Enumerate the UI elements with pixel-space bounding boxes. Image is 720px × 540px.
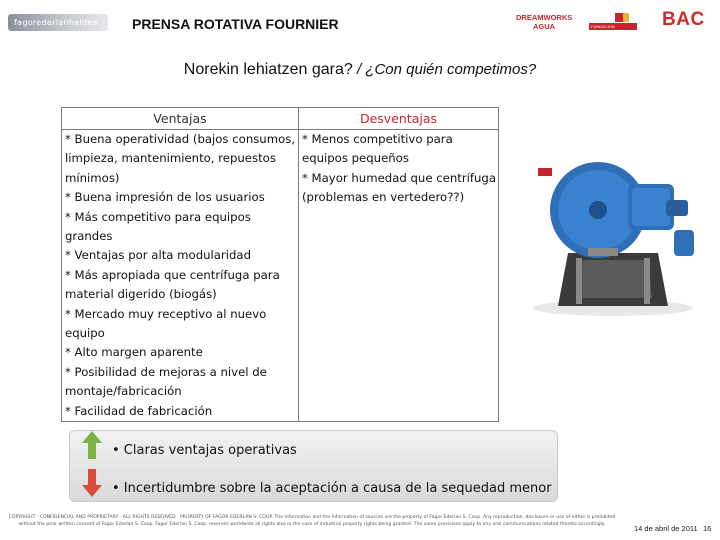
header (0, 0, 720, 46)
arrow-up-icon (82, 431, 102, 459)
ventaja-item: * Buena operatividad (bajos consumos, limpieza, mantenimiento, repuestos mínimos) (65, 132, 296, 185)
ventaja-item: * Ventajas por alta modularidad (65, 248, 251, 263)
desventajas-cell (299, 130, 499, 422)
agua-label: AGUA (532, 22, 556, 31)
rotary-press-machine-image (528, 148, 698, 318)
page-number: 16 (703, 524, 712, 533)
logo-square-red (615, 13, 623, 22)
footer-date: 14 de abril de 2011 (634, 524, 698, 533)
desventaja-item: * Mayor humedad que centrífuga (problemas en vertedero??) (302, 170, 496, 205)
ventaja-item: * Más competitivo para equipos grandes (65, 209, 251, 244)
ventaja-item: * Facilidad de fabricación (65, 403, 213, 418)
arrow-down-icon (82, 469, 102, 497)
ventaja-item: * Mercado muy receptivo al nuevo equipo (65, 306, 267, 341)
footer-legal-notice: COPYRIGHT · CONFIDENCIAL AND PROPRIETARY · ALL RIGHTS RESERVED · PROPERTY OF FAGOR EDERLAN S. COOP. The information and the information of sources are the property of Fagor Ederlan S. Coop. Any reproduction, disclosure or use of either is prohibited without the prior written consent of Fagor Ederlan S. Coop. Fagor Ederlan S. Coop. reserves worldwide all rights also in the case of industrial property rights being granted. The same provisions apply to any oral communications related thereto accordingly. (8, 515, 616, 528)
ventaja-item: * Más apropiada que centrífuga para material digerido (biogás) (65, 267, 280, 302)
foundation-logo (589, 13, 639, 35)
ventajas-header: Ventajas (62, 108, 299, 130)
ventaja-item: * Posibilidad de mejoras a nivel de montaje/fabricación (65, 364, 267, 399)
bac-logo: BAC (662, 9, 705, 30)
dreamworks-agua-logo (516, 13, 572, 31)
ventaja-item: * Buena impresión de los usuarios (65, 190, 265, 205)
company-logo: fagorederlanhaldea (8, 14, 108, 31)
subtitle-basque: Norekin lehiatzen gara? (183, 61, 353, 78)
ventaja-item: * Alto margen aparente (65, 345, 203, 360)
logo-square-orange (623, 13, 629, 22)
dreamworks-label: DREAMWORKS (516, 13, 573, 22)
slide-subtitle (0, 61, 720, 79)
advantage-summary: • Claras ventajas operativas (112, 443, 297, 458)
foundation-logo-bar: FUNDACION (589, 23, 637, 30)
table-header-row (62, 108, 499, 130)
ventajas-cell (62, 130, 299, 422)
subtitle-spanish: / ¿Con quién competimos? (352, 61, 537, 78)
disadvantage-summary: • Incertidumbre sobre la aceptación a causa de la sequedad menor (112, 481, 552, 496)
desventajas-header: Desventajas (299, 108, 499, 130)
pros-cons-table (61, 107, 499, 422)
table-body-row (62, 130, 499, 422)
desventaja-item: * Menos competitivo para equipos pequeños (302, 132, 453, 166)
header-title: PRENSA ROTATIVA FOURNIER (132, 16, 339, 32)
